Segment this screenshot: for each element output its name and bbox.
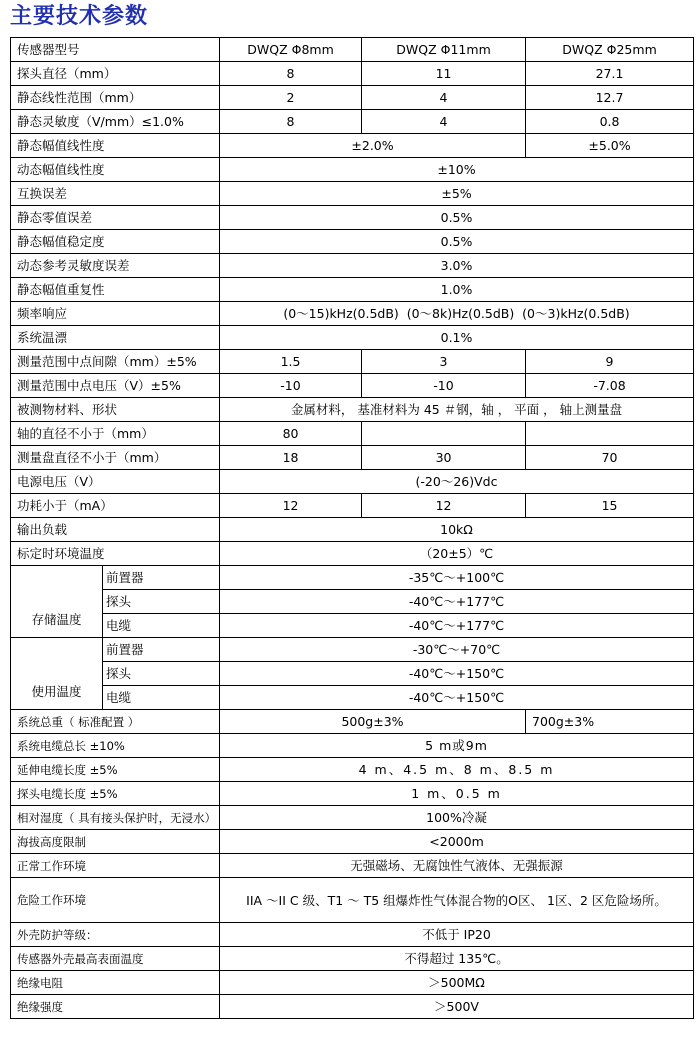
cell: 1.0%	[220, 278, 694, 302]
group-label: 存储温度	[11, 566, 103, 638]
table-row	[11, 38, 694, 62]
table-row	[11, 350, 694, 374]
row-label: 互换误差	[11, 182, 220, 206]
table-row	[11, 566, 694, 590]
cell: 8	[220, 110, 362, 134]
cell: 4	[362, 110, 526, 134]
cell: 12	[220, 494, 362, 518]
cell: -7.08	[526, 374, 694, 398]
table-row	[11, 542, 694, 566]
row-label: 绝缘电阻	[11, 971, 220, 995]
row-label: 频率响应	[11, 302, 220, 326]
cell: 500g±3%	[220, 710, 526, 734]
table-row	[11, 638, 694, 662]
cell: ±2.0%	[220, 134, 526, 158]
cell: 30	[362, 446, 526, 470]
row-label: 相对湿度（ 具有接头保护时，无浸水）	[11, 806, 220, 830]
cell: 3.0%	[220, 254, 694, 278]
cell: 0.5%	[220, 230, 694, 254]
table-row	[11, 614, 694, 638]
cell: -40℃～+150℃	[220, 686, 694, 710]
table-row	[11, 254, 694, 278]
row-label: 动态幅值线性度	[11, 158, 220, 182]
cell: 金属材料， 基准材料为 45 ＃钢，轴 ， 平面 ， 轴上测量盘	[220, 398, 694, 422]
cell: (0～15)kHz(0.5dB) (0～8k)Hz(0.5dB) (0～3)kHz(0.5dB)	[220, 302, 694, 326]
row-label: 轴的直径不小于（mm）	[11, 422, 220, 446]
cell	[526, 422, 694, 446]
row-label: 外壳防护等级：	[11, 923, 220, 947]
row-label: 静态幅值稳定度	[11, 230, 220, 254]
table-row	[11, 923, 694, 947]
row-label: 静态幅值线性度	[11, 134, 220, 158]
cell: 0.8	[526, 110, 694, 134]
cell	[362, 422, 526, 446]
cell: -40℃～+177℃	[220, 614, 694, 638]
sub-label: 探头	[103, 590, 220, 614]
table-row	[11, 710, 694, 734]
table-row	[11, 206, 694, 230]
cell: ±10%	[220, 158, 694, 182]
cell: -10	[220, 374, 362, 398]
cell: -35℃～+100℃	[220, 566, 694, 590]
table-row	[11, 86, 694, 110]
row-label: 探头直径（mm）	[11, 62, 220, 86]
row-label: 正常工作环境	[11, 854, 220, 878]
row-label: 危险工作环境	[11, 878, 220, 923]
cell: 无强磁场、无腐蚀性气液体、无强振源	[220, 854, 694, 878]
cell: ±5%	[220, 182, 694, 206]
cell: DWQZ Φ25mm	[526, 38, 694, 62]
row-label: 被测物材料、形状	[11, 398, 220, 422]
table-row	[11, 758, 694, 782]
row-label: 测量盘直径不小于（mm）	[11, 446, 220, 470]
cell: DWQZ Φ11mm	[362, 38, 526, 62]
row-label: 绝缘强度	[11, 995, 220, 1019]
cell: 2	[220, 86, 362, 110]
spec-table	[10, 37, 694, 1019]
cell: 11	[362, 62, 526, 86]
table-row	[11, 782, 694, 806]
cell: 700g±3%	[526, 710, 694, 734]
table-row	[11, 686, 694, 710]
row-label: 传感器外壳最高表面温度	[11, 947, 220, 971]
cell: (-20～26)Vdc	[220, 470, 694, 494]
row-label: 标定时环境温度	[11, 542, 220, 566]
row-label: 系统温漂	[11, 326, 220, 350]
sub-label: 电缆	[103, 686, 220, 710]
row-label: 传感器型号	[11, 38, 220, 62]
row-label: 系统电缆总长 ±10%	[11, 734, 220, 758]
cell: -10	[362, 374, 526, 398]
table-row	[11, 494, 694, 518]
cell: 70	[526, 446, 694, 470]
sub-label: 前置器	[103, 566, 220, 590]
table-row	[11, 470, 694, 494]
row-label: 静态线性范围（mm）	[11, 86, 220, 110]
cell: IIA ～II C 级、T1 ～ T5 组爆炸性气体混合物的O区、 1区、2 区危险场所。	[220, 878, 694, 923]
table-row	[11, 158, 694, 182]
table-row	[11, 947, 694, 971]
table-row	[11, 326, 694, 350]
table-row	[11, 422, 694, 446]
table-row	[11, 830, 694, 854]
cell: 不低于 IP20	[220, 923, 694, 947]
table-row	[11, 134, 694, 158]
cell: <2000m	[220, 830, 694, 854]
cell: 10kΩ	[220, 518, 694, 542]
cell: ＞500MΩ	[220, 971, 694, 995]
cell: -40℃～+177℃	[220, 590, 694, 614]
cell: 3	[362, 350, 526, 374]
table-row	[11, 995, 694, 1019]
cell: DWQZ Φ8mm	[220, 38, 362, 62]
cell: 1 m、0.5 m	[220, 782, 694, 806]
sub-label: 探头	[103, 662, 220, 686]
table-row	[11, 446, 694, 470]
table-row	[11, 182, 694, 206]
row-label: 系统总重（ 标准配置 ）	[11, 710, 220, 734]
cell: 27.1	[526, 62, 694, 86]
cell: 15	[526, 494, 694, 518]
table-row	[11, 278, 694, 302]
cell: 100%冷凝	[220, 806, 694, 830]
cell: 不得超过 135℃。	[220, 947, 694, 971]
cell: 9	[526, 350, 694, 374]
table-row	[11, 806, 694, 830]
group-label: 使用温度	[11, 638, 103, 710]
cell: 8	[220, 62, 362, 86]
table-row	[11, 854, 694, 878]
table-row	[11, 518, 694, 542]
sub-label: 前置器	[103, 638, 220, 662]
page-title: 主要技术参数	[10, 4, 149, 29]
cell: ＞500V	[220, 995, 694, 1019]
cell: 5 m或9m	[220, 734, 694, 758]
cell: 12.7	[526, 86, 694, 110]
table-row	[11, 662, 694, 686]
cell: （20±5）℃	[220, 542, 694, 566]
row-label: 电源电压（V）	[11, 470, 220, 494]
cell: 1.5	[220, 350, 362, 374]
table-row	[11, 971, 694, 995]
row-label: 测量范围中点电压（V）±5%	[11, 374, 220, 398]
row-label: 输出负载	[11, 518, 220, 542]
cell: 18	[220, 446, 362, 470]
row-label: 静态灵敏度（V/mm）≤1.0%	[11, 110, 220, 134]
cell: 4 m、4.5 m、8 m、8.5 m	[220, 758, 694, 782]
cell: 0.5%	[220, 206, 694, 230]
cell: ±5.0%	[526, 134, 694, 158]
table-row	[11, 110, 694, 134]
table-row	[11, 734, 694, 758]
row-label: 静态幅值重复性	[11, 278, 220, 302]
row-label: 动态参考灵敏度误差	[11, 254, 220, 278]
cell: 4	[362, 86, 526, 110]
table-row	[11, 590, 694, 614]
row-label: 探头电缆长度 ±5%	[11, 782, 220, 806]
row-label: 静态零值误差	[11, 206, 220, 230]
table-row	[11, 374, 694, 398]
cell: -40℃～+150℃	[220, 662, 694, 686]
table-row	[11, 398, 694, 422]
cell: 80	[220, 422, 362, 446]
cell: 0.1%	[220, 326, 694, 350]
row-label: 功耗小于（mA）	[11, 494, 220, 518]
table-row	[11, 230, 694, 254]
cell: 12	[362, 494, 526, 518]
table-row	[11, 62, 694, 86]
cell: -30℃～+70℃	[220, 638, 694, 662]
row-label: 测量范围中点间隙（mm）±5%	[11, 350, 220, 374]
row-label: 延伸电缆长度 ±5%	[11, 758, 220, 782]
sub-label: 电缆	[103, 614, 220, 638]
table-row	[11, 302, 694, 326]
table-row	[11, 878, 694, 923]
row-label: 海拔高度限制	[11, 830, 220, 854]
